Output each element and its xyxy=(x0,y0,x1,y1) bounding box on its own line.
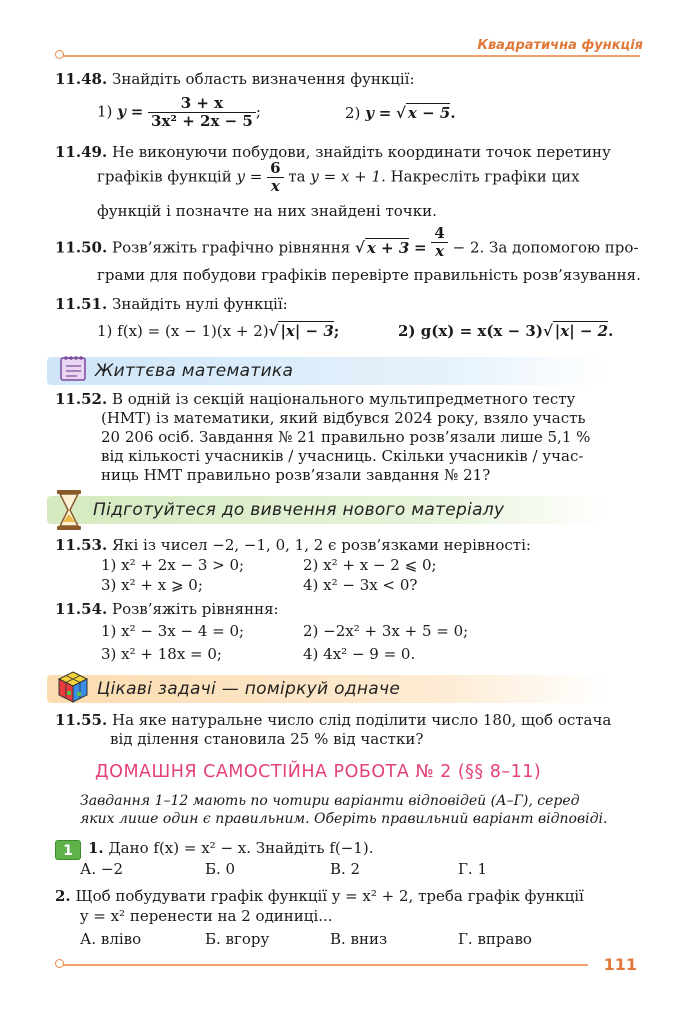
answer-option[interactable]: В. 2 xyxy=(330,860,361,878)
numerator: 4 xyxy=(431,225,447,243)
sqrt-radicand: x + 3 xyxy=(366,238,410,257)
band-life-label: Життєва математика xyxy=(95,361,294,381)
page-number: 111 xyxy=(603,955,637,974)
problem-text: Які із чисел −2, −1, 0, 1, 2 є розв’язками нерівності: xyxy=(111,536,531,554)
problem-11-52-line: (НМТ) із математики, який відбувся 2024 року, взяло участь xyxy=(101,409,586,427)
problem-11-50-line2: грами для побудови графіків перевірте правильність розв’язування. xyxy=(97,266,641,284)
punct: ; xyxy=(255,102,261,121)
problem-number: 11.50. xyxy=(55,238,108,257)
problem-11-52-line: від кількості учасників / учасниць. Скільки учасників / учас- xyxy=(101,447,584,465)
denominator: x xyxy=(270,177,280,195)
ineq-item: 4) x² − 3x < 0? xyxy=(303,576,418,594)
question-1 xyxy=(88,839,373,857)
problem-number: 11.52. xyxy=(55,390,108,408)
question-2 xyxy=(55,887,584,905)
sqrt-radicand: |x| − 2 xyxy=(554,322,609,340)
item-label: 1) xyxy=(97,102,113,121)
problem-11-55 xyxy=(55,711,611,729)
problem-text: Знайдіть нулі функції: xyxy=(111,295,288,313)
denominator: 3x² + 2x − 5 xyxy=(151,112,253,130)
problem-text: Розв’яжіть графічно рівняння xyxy=(111,238,351,257)
eq-item: 3) x² + 18x = 0; xyxy=(101,645,222,663)
item-label: 2) xyxy=(345,104,361,122)
cube-icon xyxy=(57,670,89,708)
answer-option[interactable]: Г. 1 xyxy=(458,860,488,878)
question-2-line2: y = x² перенести на 2 одиниці... xyxy=(80,907,333,925)
problem-number: 11.55. xyxy=(55,711,108,729)
header-rule xyxy=(60,55,640,57)
ineq-item: 2) x² + x − 2 ⩽ 0; xyxy=(303,556,437,574)
problem-11-55-line2: від ділення становила 25 % від частки? xyxy=(110,730,424,748)
text-part: . Накресліть графіки цих xyxy=(381,167,580,186)
numerator: 6 xyxy=(267,160,283,178)
problem-text: Знайдіть область визначення функції: xyxy=(111,70,415,88)
notebook-icon xyxy=(58,354,88,388)
sqrt-radicand: |x| − 3 xyxy=(280,322,334,340)
problem-11-51-a: 1) f(x) = (x − 1)(x + 2)√ |x| − 3; xyxy=(97,322,340,340)
problem-11-48-b: 2) y = √ x − 5. xyxy=(345,104,456,122)
problem-number: 11.48. xyxy=(55,70,108,88)
fraction xyxy=(431,225,447,260)
problem-number: 11.49. xyxy=(55,143,108,161)
math-eq: = xyxy=(130,102,144,121)
problem-11-54 xyxy=(55,600,279,618)
homework-intro: яких лише один є правильним. Оберіть правильний варіант відповіді. xyxy=(80,811,608,827)
eq-item: 1) x² − 3x − 4 = 0; xyxy=(101,622,245,640)
question-text: Щоб побудувати графік функції y = x² + 2, треба графік функції xyxy=(75,887,584,905)
punct: ; xyxy=(333,322,340,340)
sqrt-radicand: x − 5 xyxy=(407,104,451,122)
band-puzzles-label: Цікаві задачі — поміркуй одначе xyxy=(97,679,401,699)
problem-11-51 xyxy=(55,295,288,313)
problem-text: Розв’яжіть рівняння: xyxy=(111,600,279,618)
problem-number: 11.54. xyxy=(55,600,108,618)
fraction xyxy=(267,160,283,195)
homework-title: ДОМАШНЯ САМОСТІЙНА РОБОТА № 2 (§§ 8–11) xyxy=(95,762,542,782)
problem-11-49-line2 xyxy=(97,160,580,195)
text-part: графіків функцій xyxy=(97,167,232,186)
eq-item: 4) 4x² − 9 = 0. xyxy=(303,645,416,663)
math-expr: 1) f(x) = (x − 1)(x + 2) xyxy=(97,322,269,340)
answer-option[interactable]: А. вліво xyxy=(80,930,142,948)
problem-11-52-line: ниць НМТ правильно розв’язали завдання № 21? xyxy=(101,466,491,484)
numerator: 3 + x xyxy=(148,95,256,113)
question-number: 1. xyxy=(88,839,104,857)
punct: . xyxy=(450,104,456,122)
answer-option[interactable]: Б. вгору xyxy=(205,930,270,948)
question-number: 2. xyxy=(55,887,71,905)
problem-text: На яке натуральне число слід поділити число 180, щоб остача xyxy=(111,711,612,729)
math-eq: = xyxy=(249,167,263,186)
level-badge: 1 xyxy=(55,840,81,860)
punct: . xyxy=(608,322,614,340)
problem-11-50: 11.50. Розв’яжіть графічно рівняння √ x + 3 = $\frac{4}{x}$ − 2. За допомогою про- xyxy=(55,224,639,260)
math-var: y xyxy=(236,167,245,186)
problem-number: 11.51. xyxy=(55,295,108,313)
problem-text: − 2. За допомогою про- xyxy=(452,238,639,257)
math-var: y xyxy=(365,104,374,122)
answer-option[interactable]: А. −2 xyxy=(80,860,124,878)
answer-option[interactable]: В. вниз xyxy=(330,930,388,948)
band-prep-label: Підготуйтеся до вивчення нового матеріалу xyxy=(93,500,505,520)
problem-11-49-line3: функцій і позначте на них знайдені точки. xyxy=(97,202,437,220)
header-rule-dot xyxy=(55,50,64,59)
ineq-item: 3) x² + x ⩾ 0; xyxy=(101,576,203,594)
answer-option[interactable]: Г. вправо xyxy=(458,930,532,948)
problem-11-48-a xyxy=(97,95,261,130)
homework-intro: Завдання 1–12 мають по чотири варіанти відповідей (А–Г), серед xyxy=(80,793,580,809)
text-part: та xyxy=(288,167,306,186)
fraction xyxy=(148,95,256,130)
question-text: Дано f(x) = x² − x. Знайдіть f(−1). xyxy=(108,839,374,857)
problem-11-52 xyxy=(55,390,575,408)
math-expr: y = x + 1 xyxy=(310,167,382,186)
math-eq: = xyxy=(414,238,427,257)
problem-text: В одній із секцій національного мультипредметного тесту xyxy=(111,390,576,408)
answer-option[interactable]: Б. 0 xyxy=(205,860,236,878)
math-expr: 2) g(x) = x(x − 3) xyxy=(398,322,543,340)
footer-rule-dot xyxy=(55,959,64,968)
problem-text: Не виконуючи побудови, знайдіть координати точок перетину xyxy=(111,143,611,161)
problem-11-53 xyxy=(55,536,531,554)
problem-11-52-line: 20 206 осіб. Завдання № 21 правильно розв’язали лише 5,1 % xyxy=(101,428,591,446)
section-title: Квадратична функція xyxy=(477,38,643,53)
denominator: x xyxy=(435,242,445,260)
math-var: y xyxy=(117,102,126,121)
ineq-item: 1) x² + 2x − 3 > 0; xyxy=(101,556,245,574)
problem-11-49 xyxy=(55,143,611,161)
hourglass-icon xyxy=(55,489,83,535)
math-eq: = xyxy=(378,104,392,122)
eq-item: 2) −2x² + 3x + 5 = 0; xyxy=(303,622,469,640)
footer-rule xyxy=(60,964,588,966)
problem-11-48 xyxy=(55,70,415,88)
problem-11-51-b: 2) g(x) = x(x − 3)√ |x| − 2. xyxy=(398,322,614,340)
problem-number: 11.53. xyxy=(55,536,108,554)
